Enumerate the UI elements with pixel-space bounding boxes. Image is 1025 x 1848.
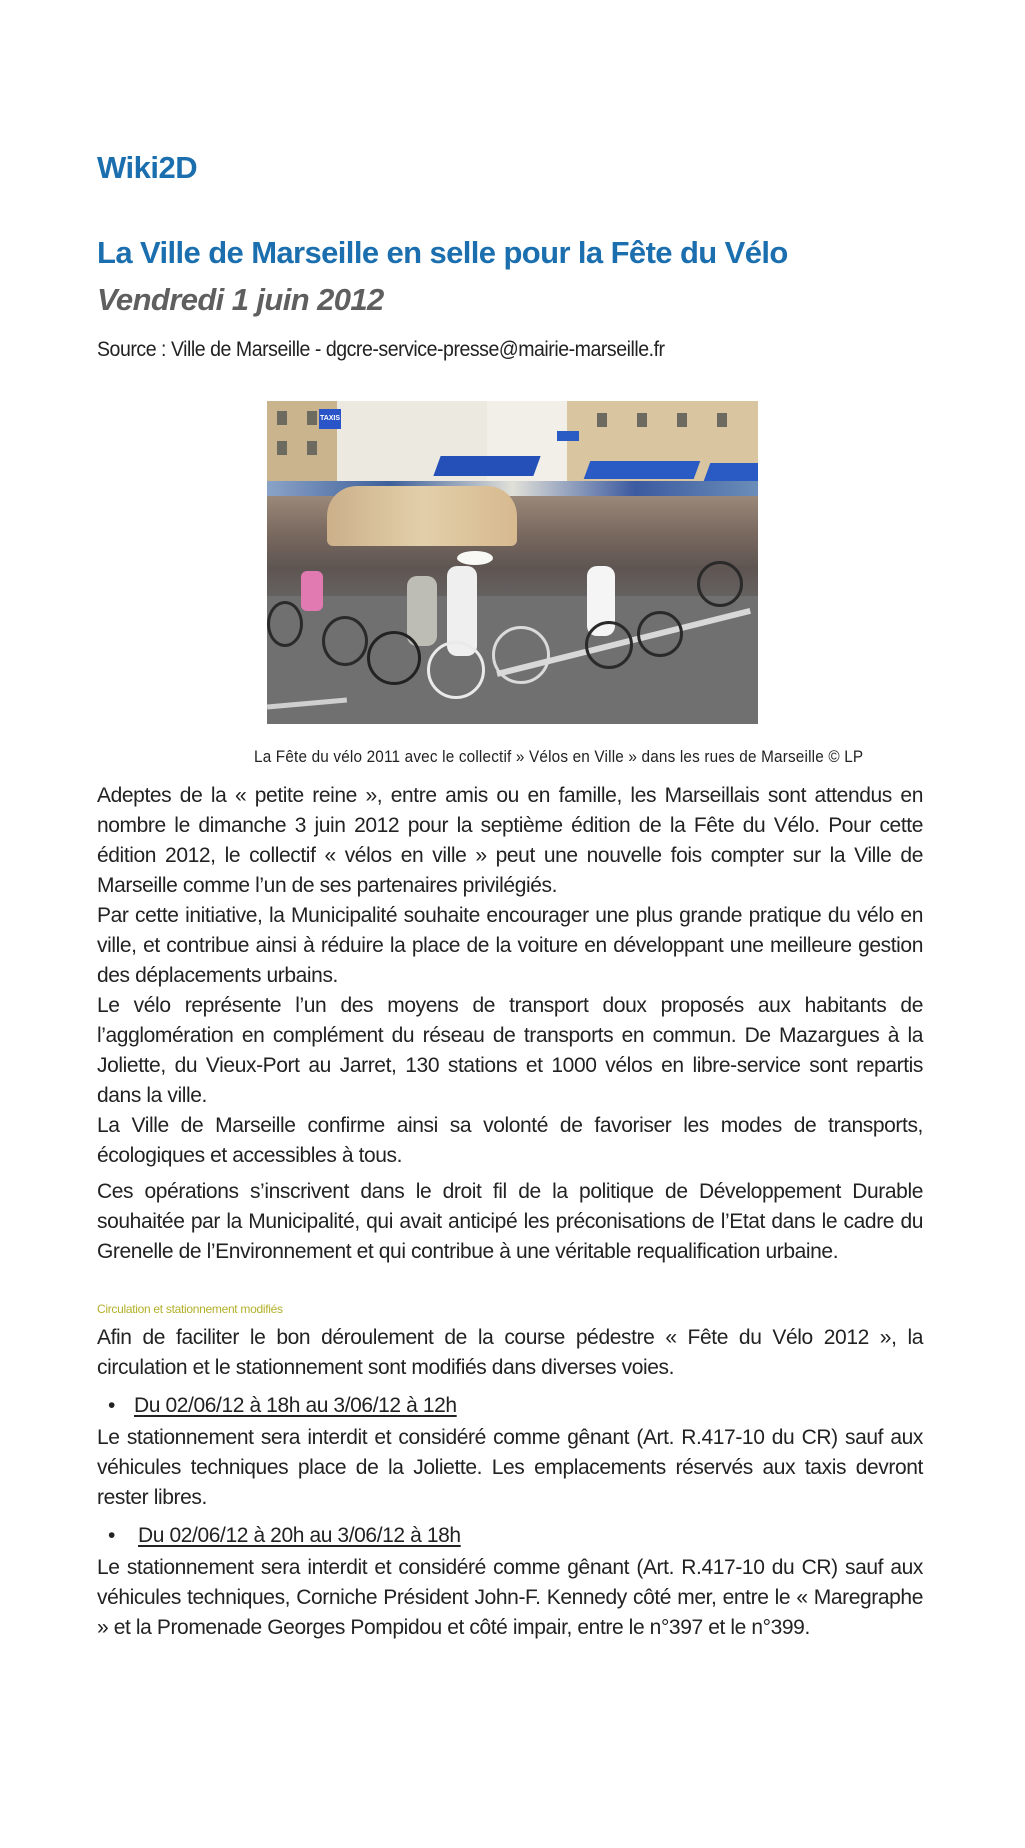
article-body bbox=[97, 781, 923, 1267]
taxi-sign: TAXIS bbox=[319, 409, 341, 429]
site-name: Wiki2D bbox=[97, 150, 198, 185]
section-label: Circulation et stationnement modifiés bbox=[97, 1302, 283, 1316]
article-source: Source : Ville de Marseille - dgcre-service-presse@mairie-marseille.fr bbox=[97, 338, 665, 361]
photo-caption: La Fête du vélo 2011 avec le collectif » Vélos en Ville » dans les rues de Marseille © LP bbox=[254, 747, 864, 766]
article-date: Vendredi 1 juin 2012 bbox=[97, 282, 384, 317]
traffic-intro bbox=[97, 1323, 923, 1383]
paragraph: Afin de faciliter le bon déroulement de la course pédestre « Fête du Vélo 2012 », la circulation et le stationnement sont modifiés dans diverses voies. bbox=[97, 1326, 923, 1379]
paragraph: La Ville de Marseille confirme ainsi sa volonté de favoriser les modes de transports, écologiques et accessibles à tous. bbox=[97, 1114, 923, 1167]
list-item-date-range bbox=[108, 1394, 457, 1418]
date-range: Du 02/06/12 à 18h au 3/06/12 à 12h bbox=[134, 1394, 457, 1417]
paragraph: Par cette initiative, la Municipalité souhaite encourager une plus grande pratique du vélo en ville, et contribue ainsi à réduire la place de la voiture en développant une meilleure gestion des déplacements urbains. bbox=[97, 904, 923, 987]
list-item-date-range bbox=[108, 1524, 461, 1548]
paragraph: Le stationnement sera interdit et considéré comme gênant (Art. R.417-10 du CR) sauf aux véhicules techniques, Corniche Président John-F. Kennedy côté mer, entre le « Maregraphe » et la Promenade Georges Pompidou et côté impair, entre le n°397 et le n°399. bbox=[97, 1556, 923, 1639]
paragraph: Le stationnement sera interdit et considéré comme gênant (Art. R.417-10 du CR) sauf aux véhicules techniques place de la Joliette. Les emplacements réservés aux taxis devront rester libres. bbox=[97, 1426, 923, 1509]
traffic-item-text bbox=[97, 1553, 923, 1643]
bullet-icon: • bbox=[108, 1394, 115, 1417]
bullet-icon: • bbox=[108, 1524, 115, 1547]
paragraph: Le vélo représente l’un des moyens de transport doux proposés aux habitants de l’agglomération en complément du réseau de transports en commun. De Mazargues à la Joliette, du Vieux-Port au Jarret, 130 stations et 1000 vélos en libre-service sont repartis dans la ville. bbox=[97, 994, 923, 1107]
paragraph: Ces opérations s’inscrivent dans le droit fil de la politique de Développement Durable souhaitée par la Municipalité, qui avait anticipé les préconisations de l’Etat dans le cadre du Grenelle de l’Environnement et qui contribue à une véritable requalification urbaine. bbox=[97, 1180, 923, 1263]
traffic-item-text bbox=[97, 1423, 923, 1513]
paragraph: Adeptes de la « petite reine », entre amis ou en famille, les Marseillais sont attendus en nombre le dimanche 3 juin 2012 pour la septième édition de la Fête du Vélo. Pour cette édition 2012, le collectif « vélos en ville » peut une nouvelle fois compter sur la Ville de Marseille comme l’un de ses partenaires privilégiés. bbox=[97, 784, 923, 897]
article-photo bbox=[267, 401, 758, 724]
article-title: La Ville de Marseille en selle pour la Fête du Vélo bbox=[97, 235, 788, 270]
date-range: Du 02/06/12 à 20h au 3/06/12 à 18h bbox=[138, 1524, 461, 1547]
